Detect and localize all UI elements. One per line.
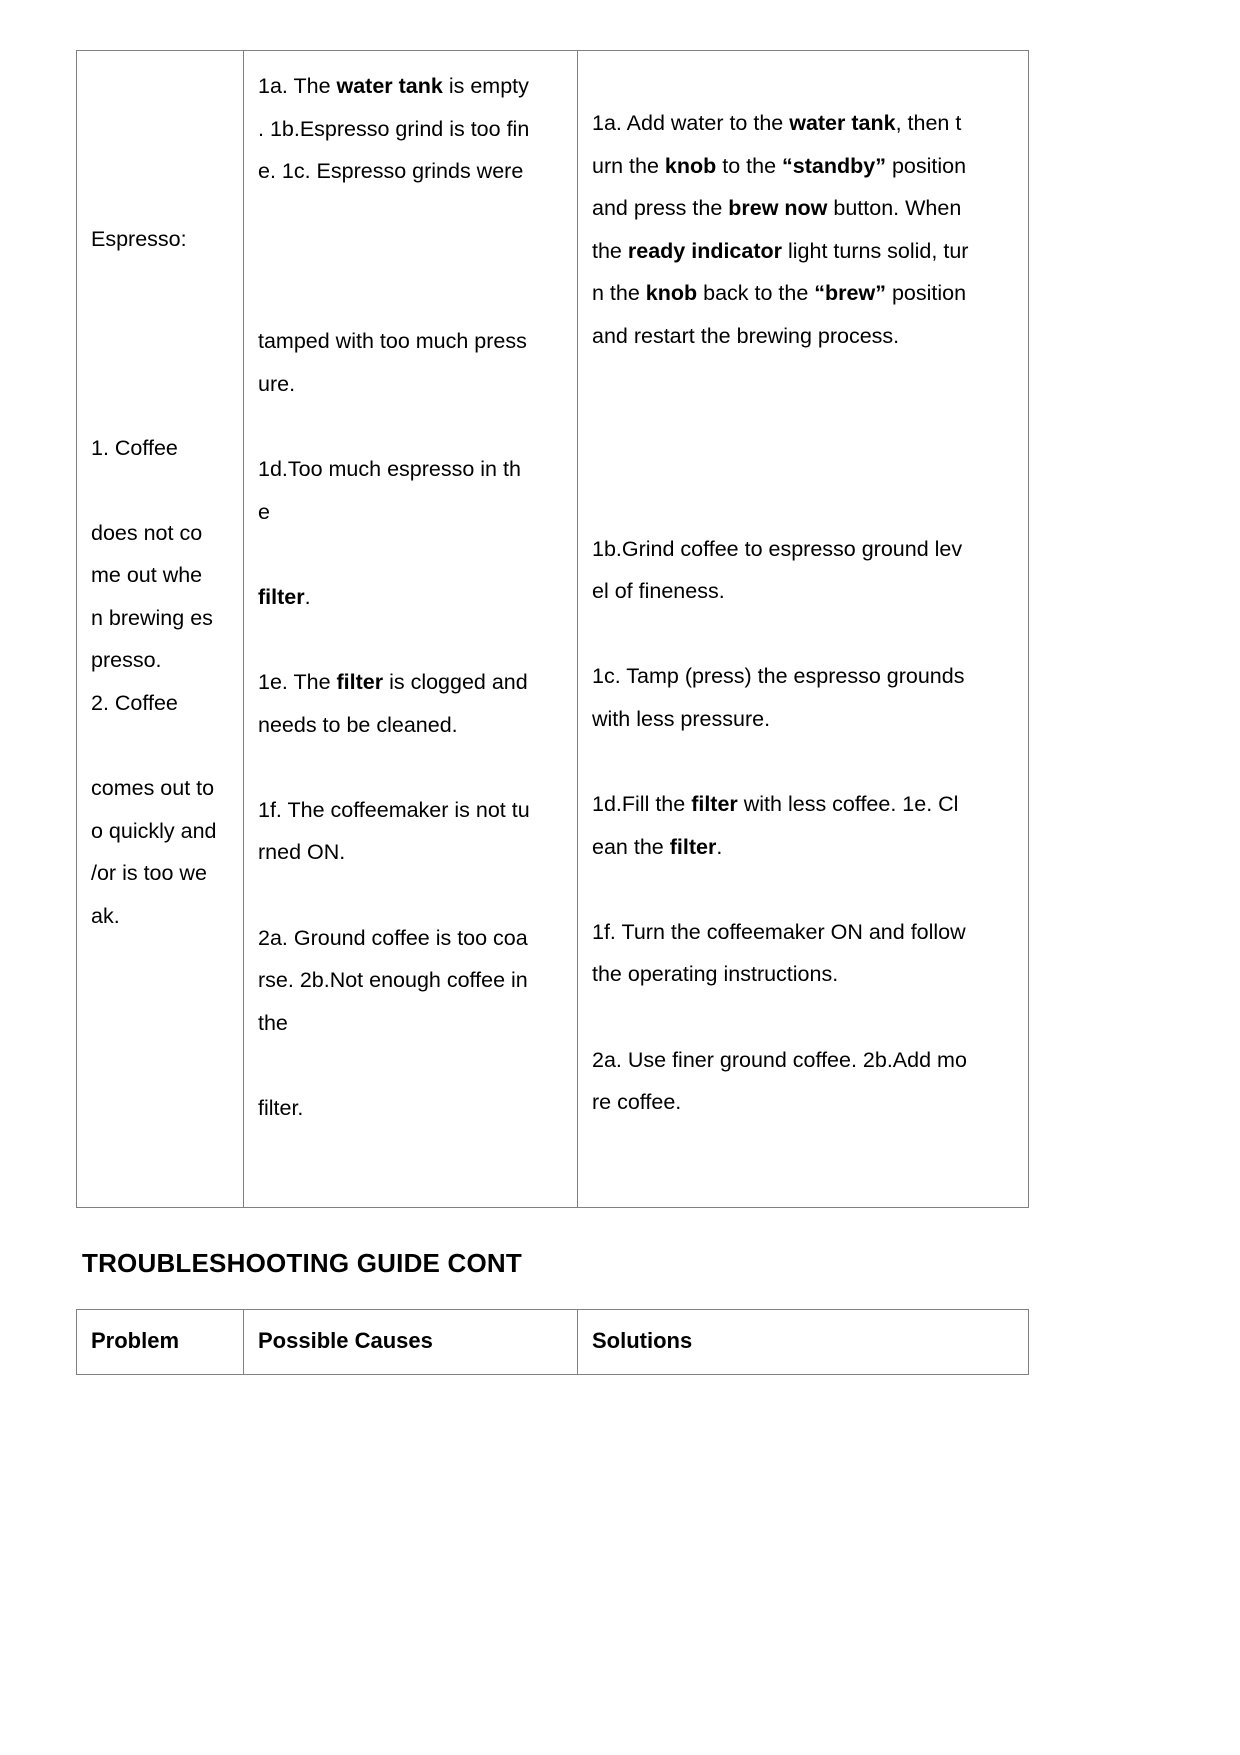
header-cell-problem: [77, 1309, 244, 1374]
solution-line: 1b.Grind coffee to espresso ground lev: [592, 536, 963, 561]
problem-line: does not co: [91, 520, 203, 545]
column-header-label: Problem: [91, 1327, 180, 1353]
cause-line: needs to be cleaned.: [258, 712, 458, 737]
solution-line: 1d.Fill the filter with less coffee. 1e. Cl: [592, 792, 959, 817]
solution-line: and restart the brewing process.: [592, 323, 900, 348]
cause-line: 1d.Too much espresso in th: [258, 457, 521, 482]
table-row: [77, 51, 1029, 1208]
cause-line: tamped with too much press: [258, 329, 527, 354]
solutions-cell: [578, 51, 1029, 1208]
column-header-label: Solutions: [592, 1327, 693, 1353]
cause-line: rse. 2b.Not enough coffee in: [258, 968, 528, 993]
column-header-label: Possible Causes: [258, 1327, 433, 1353]
table-header-row: [77, 1309, 1029, 1374]
problem-cell: [77, 51, 244, 1208]
problem-line: n brewing es: [91, 605, 213, 630]
solution-line: the operating instructions.: [592, 962, 839, 987]
cause-line: filter.: [258, 584, 311, 609]
problem-line: comes out to: [91, 776, 215, 801]
cause-line: rned ON.: [258, 840, 346, 865]
problem-line: 2. Coffee: [91, 690, 178, 715]
solution-line: n the knob back to the “brew” position: [592, 281, 967, 306]
cause-line: e. 1c. Espresso grinds were: [258, 159, 524, 184]
solution-line: 2a. Use finer ground coffee. 2b.Add mo: [592, 1047, 967, 1072]
cause-line: ure.: [258, 372, 296, 397]
solution-line: 1a. Add water to the water tank, then t: [592, 111, 962, 135]
solution-line: the ready indicator light turns solid, tur: [592, 238, 969, 263]
problem-item-list: [91, 427, 230, 938]
problem-category: Espresso:: [91, 227, 187, 251]
problem-line: o quickly and: [91, 818, 217, 843]
solution-line: 1c. Tamp (press) the espresso grounds: [592, 664, 965, 689]
header-cell-solutions: [578, 1309, 1029, 1374]
possible-causes-cell: [244, 51, 578, 1208]
problem-line: /or is too we: [91, 861, 207, 886]
solution-line: re coffee.: [592, 1090, 682, 1115]
cause-line: 1f. The coffeemaker is not tu: [258, 797, 530, 822]
troubleshooting-table-next: [76, 1309, 1029, 1375]
problem-line: me out whe: [91, 563, 203, 588]
cause-line: 2a. Ground coffee is too coa: [258, 925, 528, 950]
solution-line: and press the brew now button. When: [592, 196, 962, 221]
section-heading: TROUBLESHOOTING GUIDE CONT: [82, 1247, 522, 1278]
troubleshooting-table-continued: [76, 50, 1029, 1208]
solution-line: with less pressure.: [592, 707, 771, 732]
problem-line: ak.: [91, 903, 120, 928]
cause-line: e: [258, 499, 270, 524]
problem-line: 1. Coffee: [91, 435, 178, 460]
cause-line: 1e. The filter is clogged and: [258, 670, 528, 695]
header-cell-causes: [244, 1309, 578, 1374]
cause-line: the: [258, 1010, 288, 1035]
problem-line: presso.: [91, 648, 162, 673]
solution-line: ean the filter.: [592, 834, 723, 859]
solution-line: el of fineness.: [592, 579, 725, 604]
cause-line: filter.: [258, 1095, 304, 1120]
solution-line: 1f. Turn the coffeemaker ON and follow: [592, 919, 966, 944]
cause-line: . 1b.Espresso grind is too fin: [258, 116, 530, 141]
solution-line: urn the knob to the “standby” position: [592, 153, 967, 178]
cause-line: 1a. The water tank is empty: [258, 74, 529, 98]
